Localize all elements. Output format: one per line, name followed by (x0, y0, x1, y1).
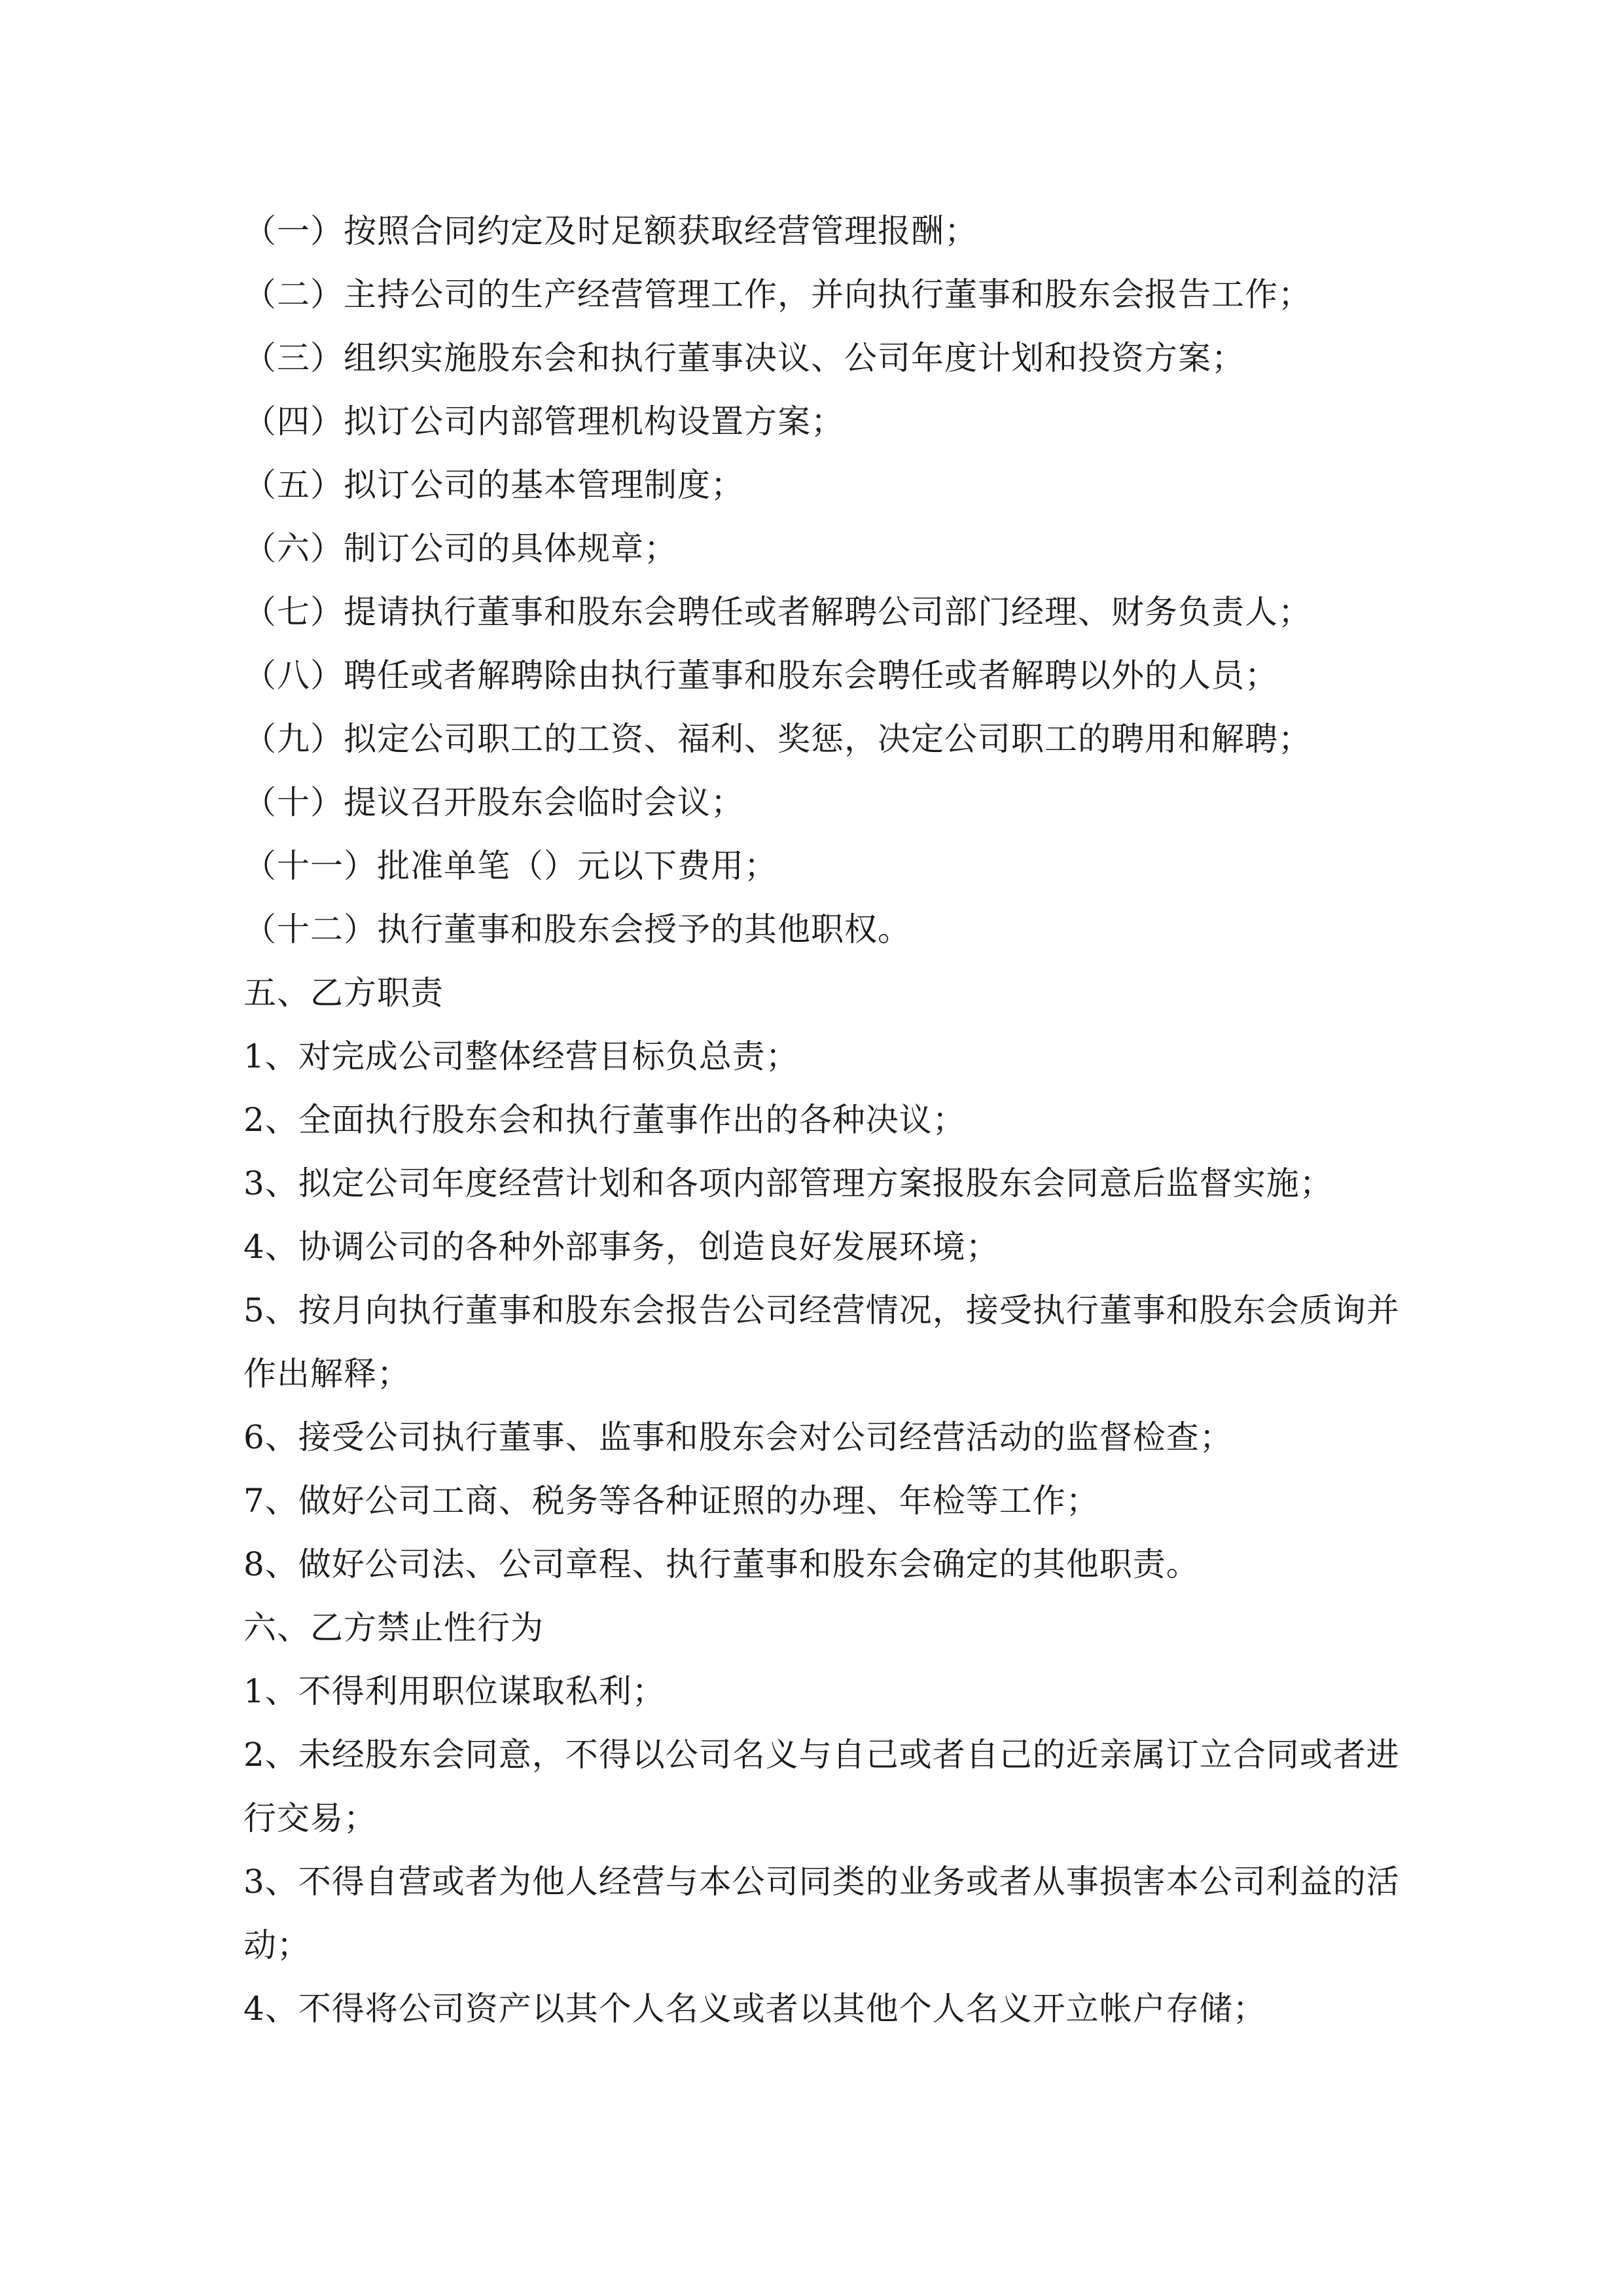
text-line: （十二）执行董事和股东会授予的其他职权。 (243, 910, 911, 948)
text-line: （六）制订公司的具体规章； (243, 529, 677, 567)
text-line: （九）拟定公司职工的工资、福利、奖惩，决定公司职工的聘用和解聘； (243, 720, 1311, 758)
document-body (243, 200, 1400, 2041)
text-line: 1、对完成公司整体经营目标负总责； (243, 1037, 799, 1075)
text-line: （二）主持公司的生产经营管理工作，并向执行董事和股东会报告工作； (243, 276, 1311, 314)
text-line: 6、接受公司执行董事、监事和股东会对公司经营活动的监督检查； (243, 1418, 1233, 1456)
text-line: 作出解释； (243, 1355, 410, 1393)
section-heading: 五、乙方职责 (243, 974, 444, 1012)
text-line: 8、做好公司法、公司章程、执行董事和股东会确定的其他职责。 (243, 1545, 1200, 1583)
text-line: 3、不得自营或者为他人经营与本公司同类的业务或者从事损害本公司利益的活 (243, 1863, 1400, 1901)
text-line: （四）拟订公司内部管理机构设置方案； (243, 403, 844, 440)
text-line: 5、按月向执行董事和股东会报告公司经营情况，接受执行董事和股东会质询并 (243, 1291, 1400, 1329)
text-line: （十一）批准单笔（）元以下费用； (243, 847, 777, 885)
text-line: （一）按照合同约定及时足额获取经营管理报酬； (243, 212, 978, 250)
text-line: 4、协调公司的各种外部事务，创造良好发展环境； (243, 1228, 999, 1266)
text-line: （七）提请执行董事和股东会聘任或者解聘公司部门经理、财务负责人； (243, 593, 1311, 631)
text-line: 1、不得利用职位谋取私利； (243, 1672, 666, 1710)
text-line: （五）拟订公司的基本管理制度； (243, 466, 744, 504)
text-line: 2、未经股东会同意，不得以公司名义与自己或者自己的近亲属订立合同或者进 (243, 1736, 1400, 1774)
text-line: （三）组织实施股东会和执行董事决议、公司年度计划和投资方案； (243, 339, 1245, 377)
text-line: 2、全面执行股东会和执行董事作出的各种决议； (243, 1101, 966, 1139)
section-heading: 六、乙方禁止性行为 (243, 1609, 544, 1647)
text-line: （八）聘任或者解聘除由执行董事和股东会聘任或者解聘以外的人员； (243, 656, 1278, 694)
text-line: 7、做好公司工商、税务等各种证照的办理、年检等工作； (243, 1482, 1099, 1520)
text-line: 行交易； (243, 1799, 377, 1837)
text-line: （十）提议召开股东会临时会议； (243, 783, 744, 821)
text-line: 3、拟定公司年度经营计划和各项内部管理方案报股东会同意后监督实施； (243, 1164, 1333, 1202)
text-line: 动； (243, 1926, 310, 1964)
text-line: 4、不得将公司资产以其个人名义或者以其他个人名义开立帐户存储； (243, 1990, 1266, 2028)
